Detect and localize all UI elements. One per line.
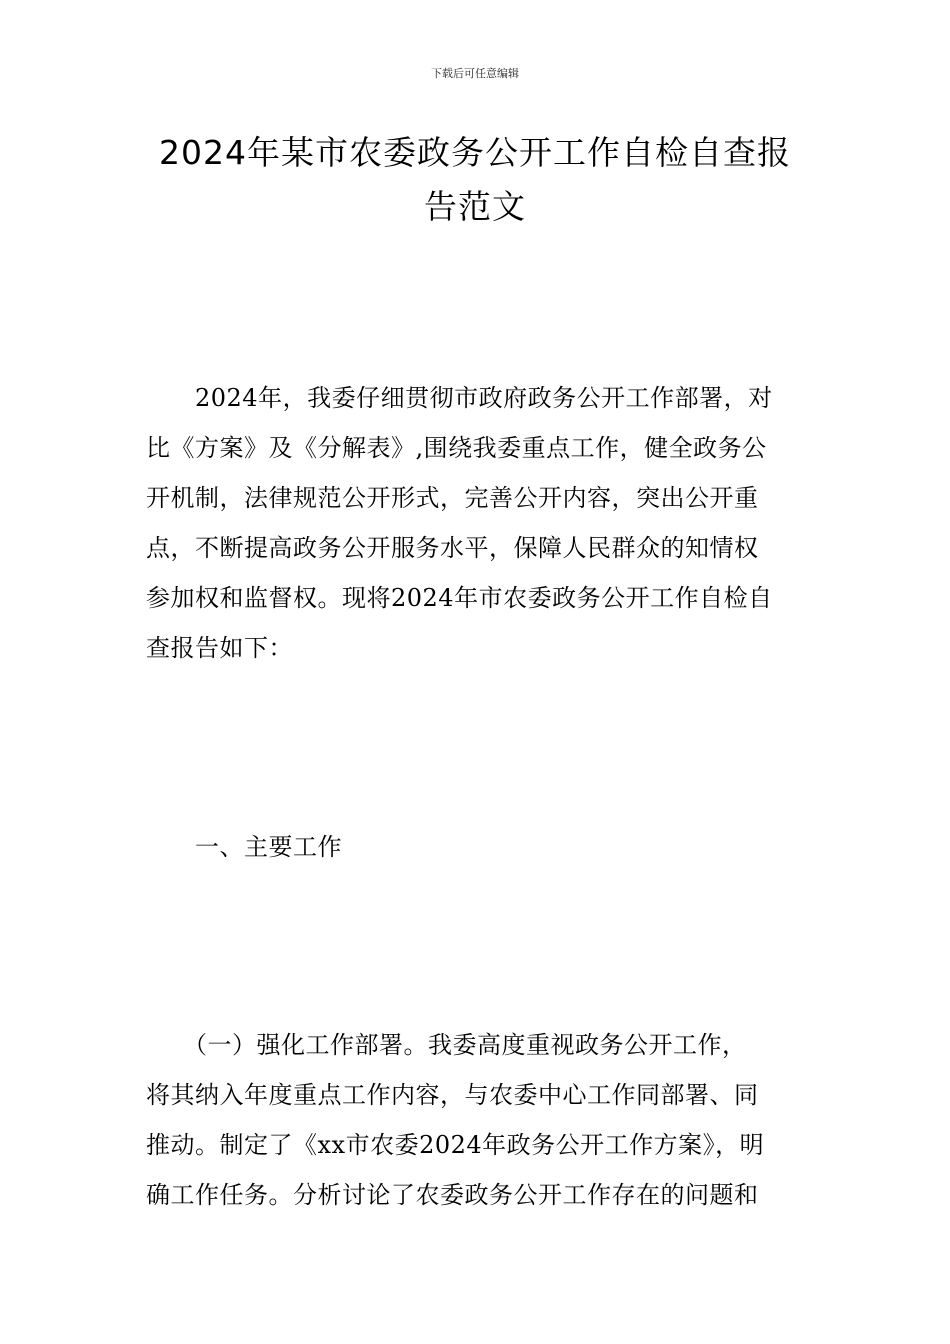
document-title xyxy=(120,126,830,234)
intro-paragraph xyxy=(146,373,806,673)
text-line: 参加权和监督权。现将2024年市农委政务公开工作自检自 xyxy=(146,584,773,612)
text-line: 确工作任务。分析讨论了农委政务公开工作存在的问题和 xyxy=(146,1181,759,1209)
text-line: 点，不断提高政务公开服务水平，保障人民群众的知情权 xyxy=(146,534,759,562)
section-1-paragraph xyxy=(146,1020,806,1220)
text-line: 查报告如下： xyxy=(146,634,293,662)
text-line: 2024年，我委仔细贯彻市政府政务公开工作部署，对 xyxy=(146,384,773,412)
title-line: 告范文 xyxy=(424,187,526,226)
title-line: 2024年某市农委政务公开工作自检自查报 xyxy=(159,133,791,172)
text-line: 推动。制定了《xx市农委2024年政务公开工作方案》，明 xyxy=(146,1131,765,1159)
text-line: 将其纳入年度重点工作内容，与农委中心工作同部署、同 xyxy=(146,1081,759,1109)
text-line: （一）强化工作部署。我委高度重视政务公开工作， xyxy=(146,1031,747,1059)
text-line: 开机制，法律规范公开形式，完善公开内容，突出公开重 xyxy=(146,484,759,512)
header-note: 下载后可任意编辑 xyxy=(431,67,519,80)
text-line: 比《方案》及《分解表》,围绕我委重点工作，健全政务公 xyxy=(146,434,767,462)
section-heading xyxy=(146,822,806,872)
heading-text: 一、主要工作 xyxy=(146,833,342,861)
